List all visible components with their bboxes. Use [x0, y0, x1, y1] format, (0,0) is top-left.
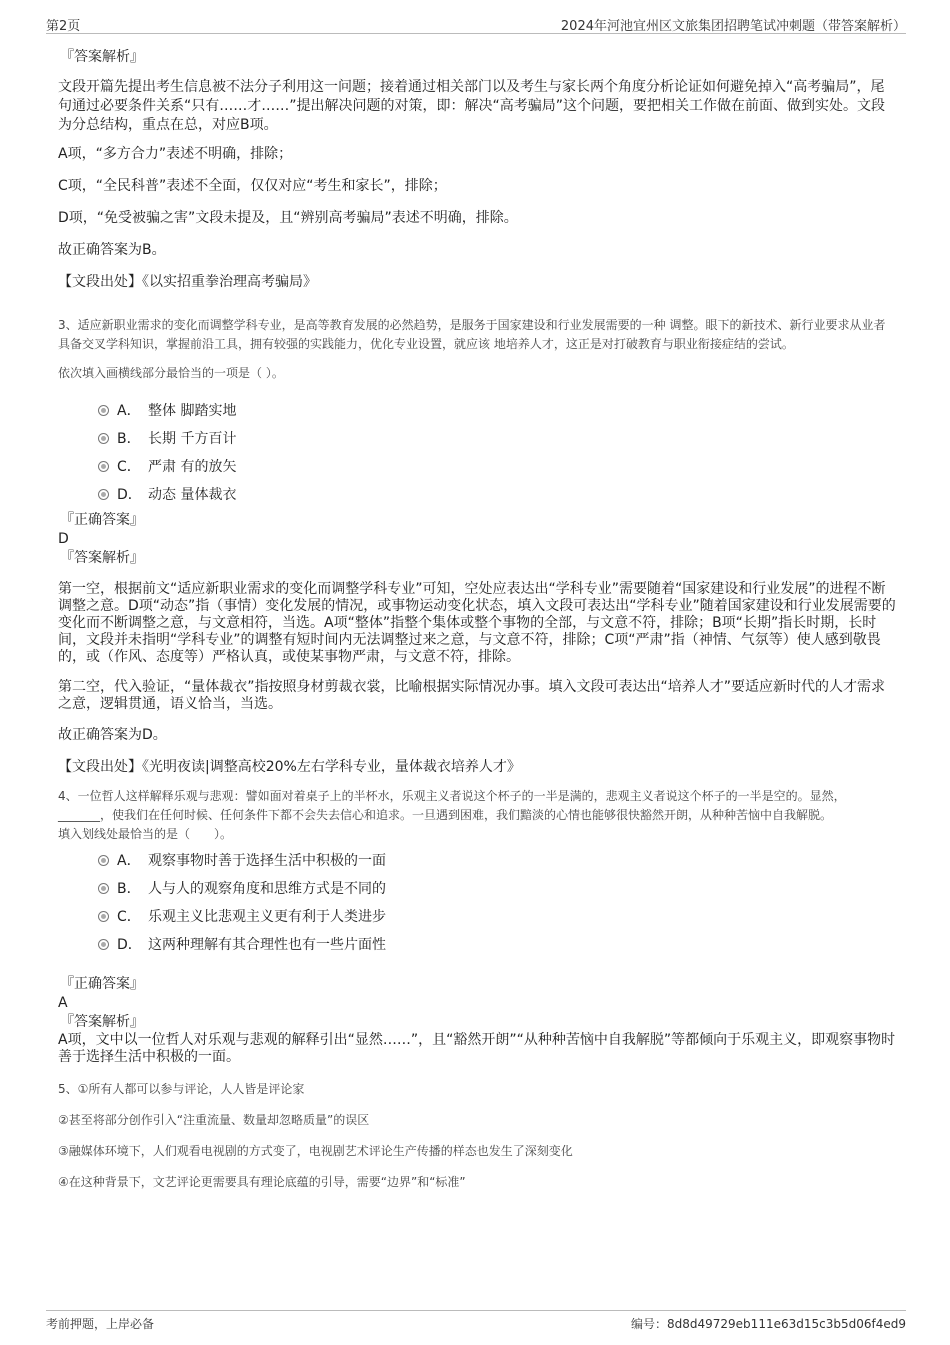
option-letter: D．	[117, 937, 142, 953]
radio-icon[interactable]	[98, 911, 109, 922]
analysis-paragraph: A项，文中以一位哲人对乐观与悲观的解释引出“显然……”，且“豁然开朗”“从种种苦恼中自我解脱”等都倾向于乐观主义，即观察事物时善于选择生活中积极的一面。	[58, 1032, 896, 1065]
option-text: 严肃 有的放矢	[148, 459, 237, 475]
source-citation: 【文段出处】《光明夜读|调整高校20%左右学科专业，量体裁衣培养人才》	[58, 759, 521, 775]
question-4-prompt: 填入划线处最恰当的是（ ）。	[58, 827, 233, 841]
radio-icon[interactable]	[98, 883, 109, 894]
conclusion: 故正确答案为B。	[58, 242, 166, 258]
radio-icon[interactable]	[98, 939, 109, 950]
option-letter: B．	[117, 881, 141, 897]
question-5-item: ③融媒体环境下，人们观看电视剧的方式变了，电视剧艺术评论生产传播的样态也发生了深刻变化	[58, 1144, 573, 1158]
option-b[interactable]	[58, 875, 896, 903]
option-d[interactable]	[58, 481, 896, 509]
correct-answer-label: 『正确答案』	[60, 512, 144, 528]
option-a[interactable]	[58, 397, 896, 425]
analysis-paragraph: 第二空，代入验证，“量体裁衣”指按照身材剪裁衣裳，比喻根据实际情况办事。填入文段可表达出“培养人才”要适应新时代的人才需求之意，逻辑贯通，语义恰当，当选。	[58, 679, 886, 712]
radio-icon[interactable]	[98, 461, 109, 472]
option-letter: B．	[117, 431, 141, 447]
correct-answer-label: 『正确答案』	[60, 976, 144, 992]
option-text: 乐观主义比悲观主义更有利于人类进步	[148, 909, 386, 925]
option-text: 长期 千方百计	[148, 431, 237, 447]
question-5-item: ④在这种背景下，文艺评论更需要具有理论底蕴的引导，需要“边界”和“标准”	[58, 1175, 466, 1189]
option-text: 这两种理解有其合理性也有一些片面性	[148, 937, 386, 953]
analysis-paragraph: 第一空，根据前文“适应新职业需求的变化而调整学科专业”可知，空处应表达出“学科专业”需要随着“国家建设和行业发展”的进程不断调整之意。D项“动态”指（事情）变化发展的情况，或事物运动变化状态，填入文段可表达出“学科专业”随着国家建设和行业发展需要的变化而不断调整之意，与文意相符，当选。A项“整体”指整个集体或整个事物的全部，与文意不符，排除；B项“长期”指长时期，长时间，文段并未指明“学科专业”的调整有短时间内无法调整过来之意，与文意不符，排除；C项“严肃”指（神情、气氛等）使人感到敬畏的，或（作风、态度等）严格认真，或使某事物严肃，与文意不符，排除。	[58, 581, 896, 665]
correct-answer: D	[58, 531, 69, 547]
question-3-prompt: 依次填入画横线部分最恰当的一项是（ ）。	[58, 366, 284, 380]
question-5-item: 5、①所有人都可以参与评论，人人皆是评论家	[58, 1082, 305, 1096]
correct-answer: A	[58, 995, 68, 1011]
source-citation: 【文段出处】《以实招重拳治理高考骗局》	[58, 274, 317, 290]
question-4-options	[58, 847, 896, 959]
option-letter: D．	[117, 487, 142, 503]
option-letter: C．	[117, 909, 141, 925]
option-text: 人与人的观察角度和思维方式是不同的	[148, 881, 386, 897]
page-content	[58, 46, 896, 1191]
option-text: 动态 量体裁衣	[148, 487, 237, 503]
document-code: 编号：8d8d49729eb111e63d15c3b5d06f4ed9	[631, 1317, 906, 1331]
page-header	[46, 14, 906, 34]
option-letter: A．	[117, 403, 141, 419]
radio-icon[interactable]	[98, 433, 109, 444]
option-d[interactable]	[58, 931, 896, 959]
radio-icon[interactable]	[98, 855, 109, 866]
question-3-stem: 3、适应新职业需求的变化而调整学科专业，是高等教育发展的必然趋势，是服务于国家建设和行业发展需要的一种 调整。眼下的新技术、新行业要求从业者具备交叉学科知识，掌握前沿工具，拥有较强的实践能力，优化专业设置，就应该 地培养人才，这正是对打破教育与职业衔接症结的尝试。	[58, 318, 886, 351]
option-c-note: C项，“全民科普”表述不全面，仅仅对应“考生和家长”，排除；	[58, 178, 447, 194]
conclusion: 故正确答案为D。	[58, 727, 167, 743]
option-text: 整体 脚踏实地	[148, 403, 237, 419]
radio-icon[interactable]	[98, 405, 109, 416]
document-title: 2024年河池宜州区文旅集团招聘笔试冲刺题（带答案解析）	[560, 19, 906, 34]
option-a[interactable]	[58, 847, 896, 875]
radio-icon[interactable]	[98, 489, 109, 500]
question-4-stem: 4、一位哲人这样解释乐观与悲观：譬如面对着桌子上的半杯水，乐观主义者说这个杯子的一半是满的，悲观主义者说这个杯子的一半是空的。显然，_______，使我们在任何时候、任何条件下都不会失去信心和追求。一旦遇到困难，我们黯淡的心情也能够很快豁然开朗，从种种苦恼中自我解脱。	[58, 789, 846, 822]
option-b[interactable]	[58, 425, 896, 453]
analysis-label: 『答案解析』	[60, 1014, 144, 1030]
option-d-note: D项，“免受被骗之害”文段未提及，且“辨别高考骗局”表述不明确，排除。	[58, 210, 518, 226]
option-c[interactable]	[58, 453, 896, 481]
question-3-options	[58, 397, 896, 509]
option-letter: A．	[117, 853, 141, 869]
option-c[interactable]	[58, 903, 896, 931]
page-footer	[46, 1310, 906, 1332]
option-text: 观察事物时善于选择生活中积极的一面	[148, 853, 386, 869]
option-a-note: A项，“多方合力”表述不明确，排除；	[58, 146, 293, 162]
page-number: 第2页	[46, 19, 81, 34]
analysis-label: 『答案解析』	[60, 49, 144, 65]
option-letter: C．	[117, 459, 141, 475]
analysis-label: 『答案解析』	[60, 550, 144, 566]
analysis-paragraph: 文段开篇先提出考生信息被不法分子利用这一问题；接着通过相关部门以及考生与家长两个角度分析论证如何避免掉入“高考骗局”，尾句通过必要条件关系“只有……才……”提出解决问题的对策，即：解决“高考骗局”这个问题，要把相关工作做在前面、做到实处。文段为分总结构，重点在总，对应B项。	[58, 79, 886, 133]
footer-slogan: 考前押题，上岸必备	[46, 1317, 155, 1331]
question-5-item: ②甚至将部分创作引入“注重流量、数量却忽略质量”的误区	[58, 1113, 370, 1127]
